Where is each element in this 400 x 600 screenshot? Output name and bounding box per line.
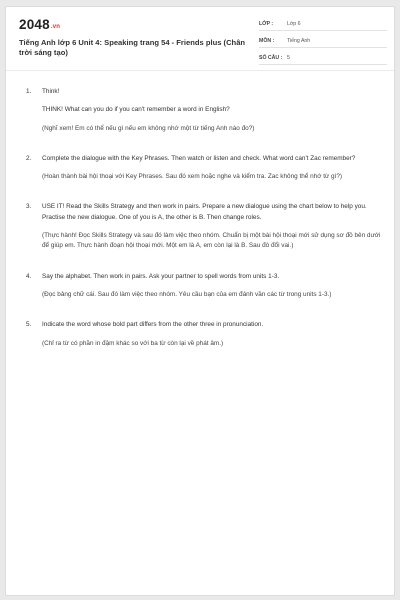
question-item — [26, 272, 382, 309]
question-body — [42, 154, 382, 191]
question-list — [26, 87, 382, 369]
meta-row-subject — [259, 34, 387, 48]
question-translation: (Đọc bảng chữ cái. Sau đó làm việc theo nhóm. Yêu cầu bạn của em đánh vần các từ trong units 1-3.) — [42, 290, 332, 298]
question-text: Indicate the word whose bold part differs from the other three in pronunciation. — [42, 321, 264, 329]
question-translation: (Thực hành! Đọc Skills Strategy và sau đó làm việc theo nhóm. Chuẩn bị một bài hội thoại mới sử dụng sơ đồ bên dưới để giúp em. Thực hành đoạn hội thoại mới. Một em là A, em còn lại là B. Sau đó đổi vai.) — [42, 232, 381, 250]
question-body — [42, 320, 382, 357]
question-number: 4. — [26, 272, 32, 280]
question-number: 1. — [26, 88, 32, 95]
logo-sub: .vn — [50, 24, 61, 30]
question-body — [42, 202, 382, 259]
question-text: USE IT! Read the Skills Strategy and then work in pairs. Prepare a new dialogue using the chart below to help you. Practise the new dialogue. One of you is A, the other is B. Then change roles. — [42, 203, 367, 221]
question-text: Complete the dialogue with the Key Phrases. Then watch or listen and check. What word can't Zac remember? — [42, 154, 356, 162]
meta-label: LỚP : — [259, 20, 274, 27]
meta-value: 5 — [287, 54, 290, 61]
meta-label: MÔN : — [259, 37, 275, 44]
question-text: THINK! What can you do if you can't remember a word in English? — [42, 106, 230, 114]
question-body — [42, 272, 382, 309]
document-header — [6, 7, 394, 71]
document-page — [5, 6, 395, 596]
question-number: 5. — [26, 321, 32, 329]
question-item — [26, 154, 382, 191]
question-number: 2. — [26, 154, 32, 162]
question-item — [26, 320, 382, 357]
question-translation: (Chỉ ra từ có phần in đậm khác so với ba từ còn lại về phát âm.) — [42, 339, 224, 347]
document-title: Tiếng Anh lớp 6 Unit 4: Speaking trang 54 - Friends plus (Chân trời sáng tạo) — [19, 38, 246, 57]
meta-value: Lớp 6 — [287, 20, 301, 27]
site-logo[interactable] — [19, 17, 60, 32]
meta-label: SỐ CÂU : — [259, 54, 283, 61]
question-translation: (Hoàn thành bài hội thoại với Key Phrases. Sau đó xem hoặc nghe và kiểm tra. Zac không thể nhớ từ gì?) — [42, 173, 343, 181]
question-translation: (Nghĩ xem! Em có thể nếu gì nếu em không nhớ một từ tiếng Anh nào đo?) — [42, 124, 255, 132]
question-text: Think! — [42, 88, 60, 95]
meta-value: Tiếng Anh — [287, 37, 311, 44]
logo-main: 2048 — [19, 17, 50, 32]
question-text: Say the alphabet. Then work in pairs. Ask your partner to spell words from units 1-3. — [42, 272, 280, 280]
meta-row-class — [259, 17, 387, 31]
question-item — [26, 87, 382, 142]
question-number: 3. — [26, 203, 32, 211]
meta-row-count — [259, 51, 387, 65]
meta-box — [259, 17, 387, 68]
question-item — [26, 202, 382, 259]
question-body — [42, 87, 382, 142]
